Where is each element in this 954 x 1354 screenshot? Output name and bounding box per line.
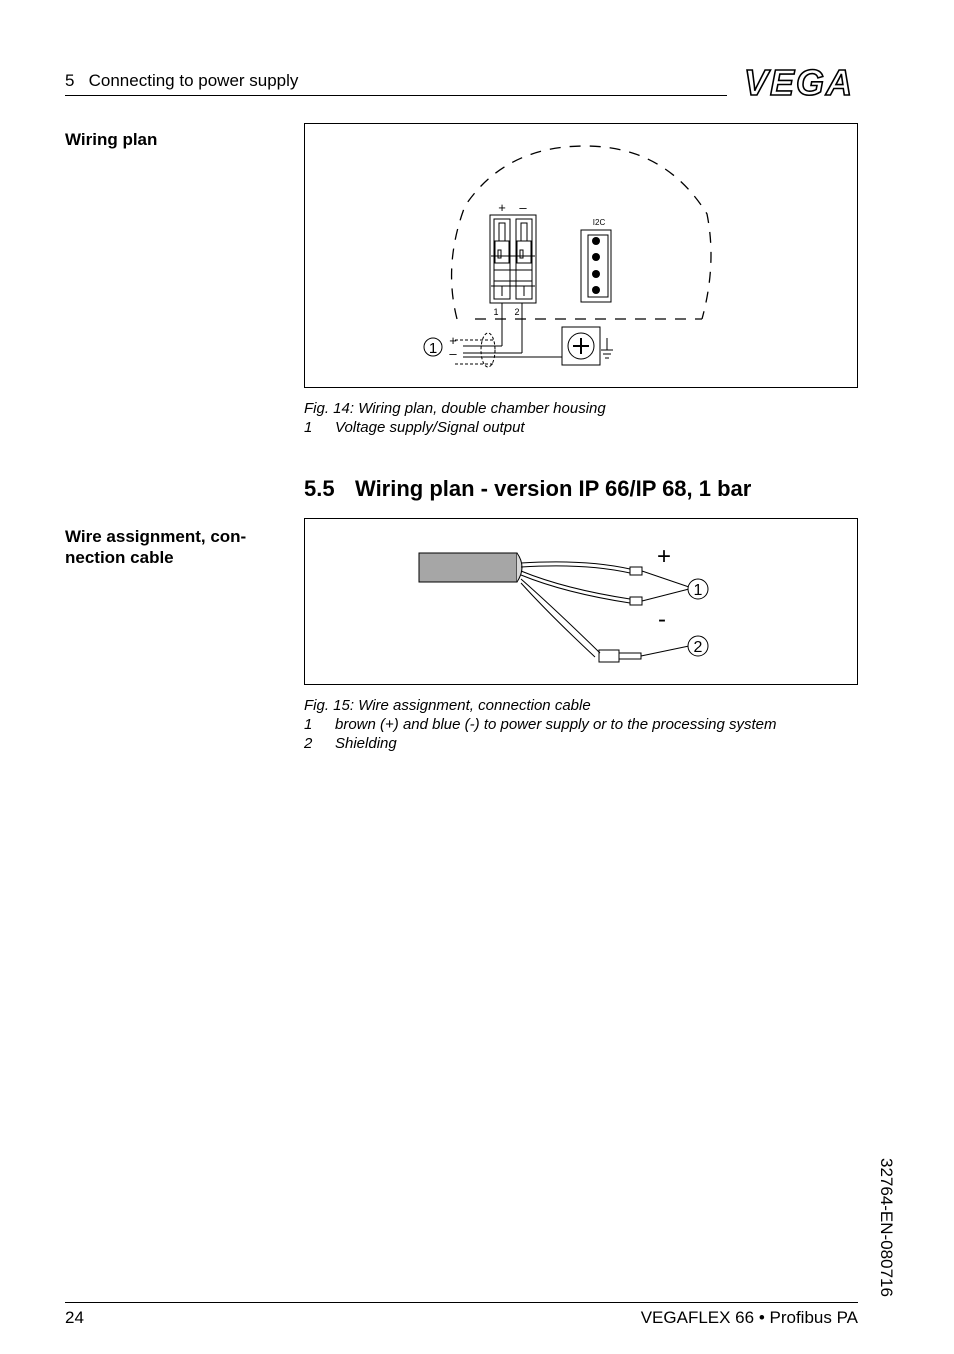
figure-15-caption-item-1 [304,715,776,734]
caption-item-number: 2 [304,735,313,752]
figure-14-caption-item [304,418,606,437]
figure-14-caption [304,399,606,437]
caption-item-text: Voltage supply/Signal output [335,419,525,436]
plus-sign: + [656,543,672,570]
callout-2-number: 2 [693,639,703,656]
minus-sign: - [658,606,666,633]
wire-assignment-label [65,526,275,568]
callout-1 [688,579,708,599]
wiring-plan-label: Wiring plan [65,130,158,149]
callout-1-number: 1 [693,582,703,599]
caption-item-text: brown (+) and blue (-) to power supply or to the processing system [335,716,777,733]
figure-15-box [304,518,858,685]
minus-sign-cable: – [449,346,457,361]
caption-item-text: Shielding [335,735,397,752]
supply-wires [455,303,562,367]
running-header: 5 Connecting to power supply [65,71,299,90]
callout-2 [688,636,708,656]
section-title-text: Wiring plan - version IP 66/IP 68, 1 bar [355,476,752,501]
i2c-label: I2C [592,218,606,227]
cable-conductors [521,562,642,662]
terminal-block [490,215,536,303]
document-number: 32764-EN-080716 [877,1158,896,1297]
figure-15-caption [304,696,776,753]
ground-terminal [562,327,613,365]
minus-sign-top: – [519,200,527,215]
plus-sign-cable: + [449,333,457,348]
plus-sign-top: + [498,200,506,215]
vega-logo [740,62,858,100]
terminal-2-label: 2 [514,307,520,317]
cable-jacket [419,553,517,582]
product-name: VEGAFLEX 66 • Profibus PA [640,1308,858,1327]
terminal-1-label: 1 [493,307,499,317]
logo-lettering: VEGA [743,62,855,100]
section-number: 5.5 [304,476,335,501]
section-heading [304,476,751,502]
figure-15-caption-item-2 [304,734,776,753]
i2c-connector [581,230,611,302]
wire-assignment-label-line2: nection cable [65,548,174,567]
footer-rule [65,1302,858,1303]
figure-15-caption-title: Fig. 15: Wire assignment, connection cable [304,697,591,714]
figure-14-box [304,123,858,388]
caption-item-number: 1 [304,716,313,733]
header-rule [65,95,727,96]
figure-14-caption-title: Fig. 14: Wiring plan, double chamber housing [304,400,606,417]
callout-1-number: 1 [428,340,438,357]
wire-assignment-label-line1: Wire assignment, con- [65,527,247,546]
callout-1 [424,338,442,357]
caption-item-number: 1 [304,419,313,436]
wiring-diagram-double-chamber [305,124,857,387]
page-number: 24 [65,1308,84,1327]
connection-cable-diagram [305,519,857,684]
shield-braid [517,553,522,582]
